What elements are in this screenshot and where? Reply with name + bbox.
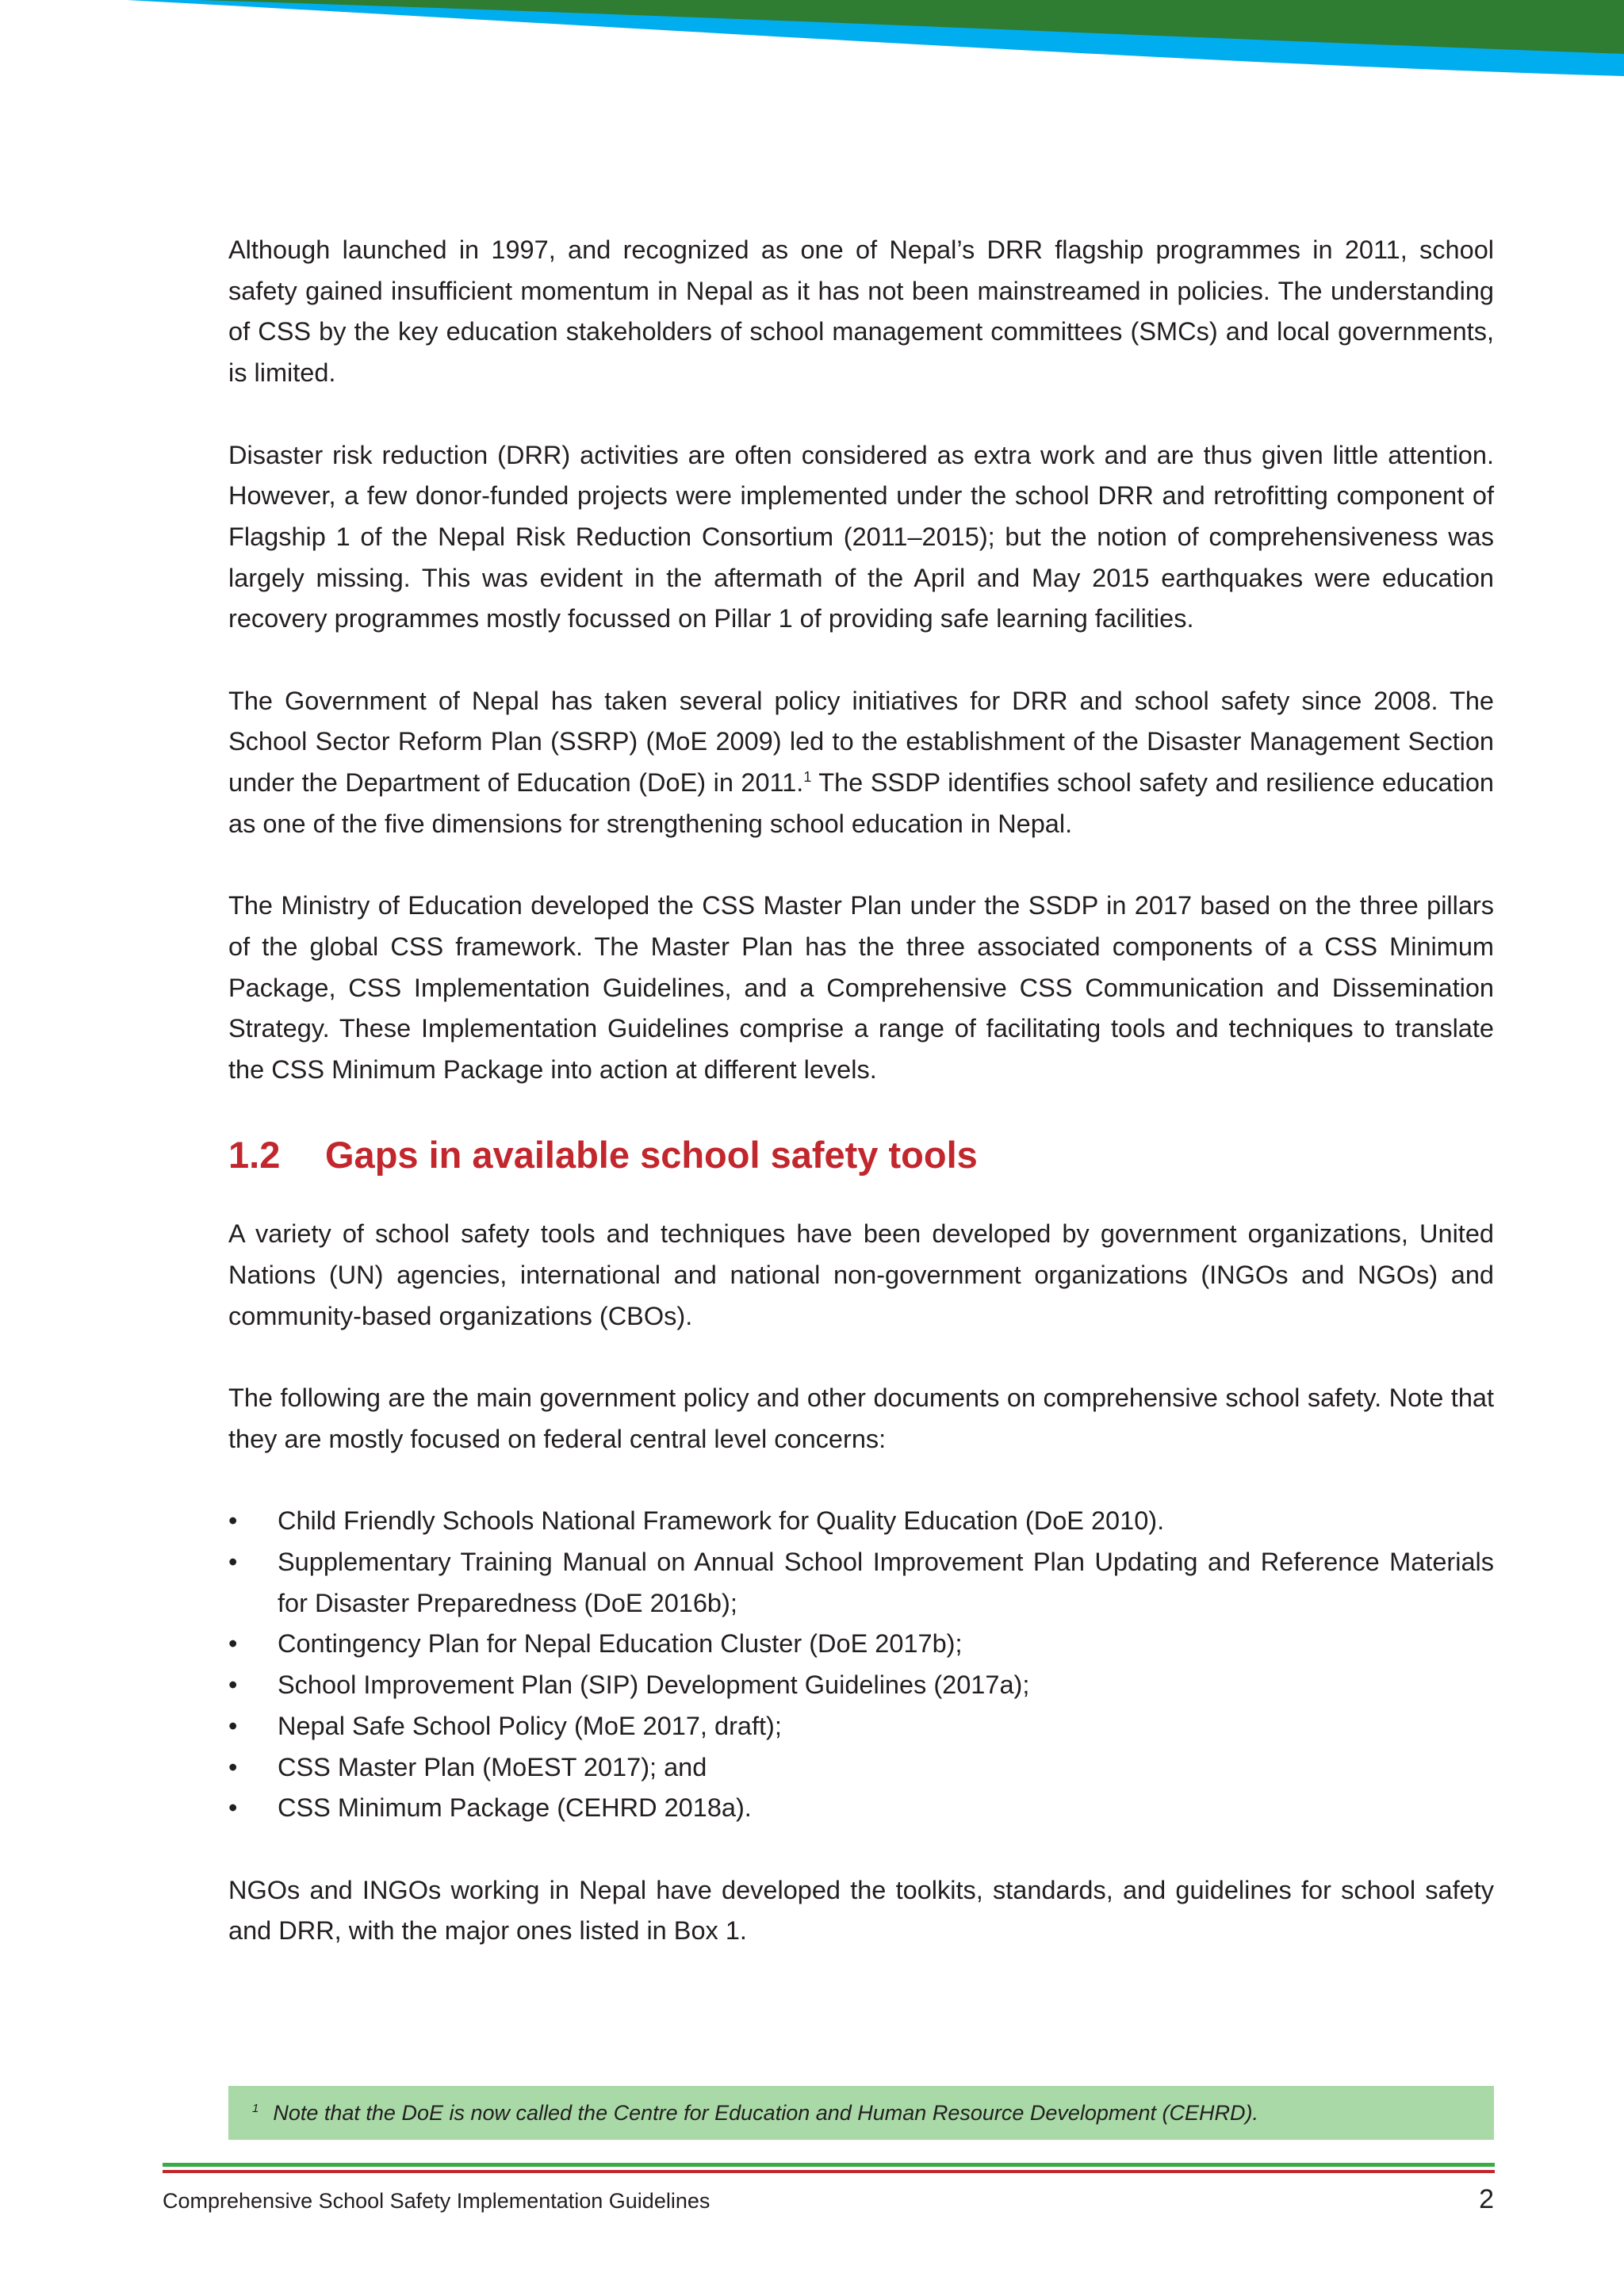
paragraph-1: Although launched in 1997, and recognized as one of Nepal’s DRR flagship programmes in 2011, school safety gained insufficient momentum in Nepal as it has not been mainstreamed in policies. The understanding of CSS by the key education stakeholders of school management committees (SMCs) and local governments, is limited. <box>228 235 1494 388</box>
government-documents-list <box>228 1501 1494 1829</box>
paragraph-3-text-a: The Government of Nepal has taken several policy initiatives for DRR and school safety since 2008. The School Sector Reform Plan (SSRP) (MoE 2009) led to the establishment of the Disaster Management Section under the Department of Education (DoE) in 2011. <box>228 686 1494 798</box>
list-item-text: CSS Master Plan (MoEST 2017); and <box>278 1752 707 1781</box>
paragraph-6: The following are the main government policy and other documents on comprehensive school safety. Note that they are mostly focused on federal central level concerns: <box>228 1383 1494 1453</box>
bullet-icon: • <box>228 1506 238 1536</box>
bullet-icon: • <box>228 1670 238 1700</box>
list-item-text: Supplementary Training Manual on Annual School Improvement Plan Updating and Reference Materials for Disaster Preparedness (DoE 2016b); <box>278 1548 1494 1617</box>
paragraph-3-text-b: The SSDP identifies school safety and resilience education as one of the five dimensions for strengthening school education in Nepal. <box>228 768 1495 838</box>
footnote-reference[interactable]: 1 <box>803 769 812 786</box>
paragraph-4: The Ministry of Education developed the CSS Master Plan under the SSDP in 2017 based on the three pillars of the global CSS framework. The Master Plan has the three associated components of a CSS Minimum Package, CSS Implementation Guidelines, and a Comprehensive CSS Communication and Dissemination Strategy. These Implementation Guidelines comprise a range of facilitating tools and techniques to translate the CSS Minimum Package into action at different levels. <box>228 891 1494 1085</box>
page-number: 2 <box>1479 2184 1494 2214</box>
footnote-box <box>228 2086 1494 2140</box>
main-content <box>228 230 1494 1993</box>
footnote-text: Note that the DoE is now called the Centre for Education and Human Resource Development (CEHRD). <box>273 2101 1258 2125</box>
bullet-icon: • <box>228 1711 238 1740</box>
list-item <box>228 1665 1494 1706</box>
list-item <box>228 1706 1494 1747</box>
list-item <box>228 1542 1494 1624</box>
list-item <box>228 1747 1494 1789</box>
footer-document-title: Comprehensive School Safety Implementation Guidelines <box>163 2189 710 2213</box>
list-item <box>228 1788 1494 1829</box>
list-item <box>228 1624 1494 1665</box>
bullet-icon: • <box>228 1752 238 1781</box>
footer-rule-green <box>163 2163 1495 2167</box>
list-item-text: School Improvement Plan (SIP) Development Guidelines (2017a); <box>278 1670 1030 1700</box>
paragraph-5: A variety of school safety tools and techniques have been developed by government organizations, United Nations (UN) agencies, international and national non-government organizations (INGOs and NGOs) and community-based organizations (CBOs). <box>228 1219 1494 1330</box>
list-item-text: Child Friendly Schools National Framework for Quality Education (DoE 2010). <box>278 1506 1165 1536</box>
bullet-icon: • <box>228 1793 238 1823</box>
paragraph-3 <box>228 681 1494 845</box>
section-number: 1.2 <box>228 1134 281 1177</box>
list-item <box>228 1501 1494 1542</box>
footnote-marker: 1 <box>252 2102 259 2115</box>
bullet-icon: • <box>228 1629 238 1659</box>
list-item-text: CSS Minimum Package (CEHRD 2018a). <box>278 1793 752 1823</box>
list-item-text: Nepal Safe School Policy (MoE 2017, draft); <box>278 1711 782 1740</box>
section-title: Gaps in available school safety tools <box>325 1134 978 1177</box>
list-item-text: Contingency Plan for Nepal Education Cluster (DoE 2017b); <box>278 1629 963 1659</box>
section-heading <box>228 1131 1494 1179</box>
bullet-icon: • <box>228 1548 238 1576</box>
header-wave-decoration <box>0 0 1624 127</box>
paragraph-7: NGOs and INGOs working in Nepal have developed the toolkits, standards, and guidelines for school safety and DRR, with the major ones listed in Box 1. <box>228 1875 1494 1946</box>
paragraph-2: Disaster risk reduction (DRR) activities are often considered as extra work and are thus given little attention. However, a few donor-funded projects were implemented under the school DRR and retrofitting component of Flagship 1 of the Nepal Risk Reduction Consortium (2011–2015); but the notion of comprehensiveness was largely missing. This was evident in the aftermath of the April and May 2015 earthquakes were education recovery programmes mostly focussed on Pillar 1 of providing safe learning facilities. <box>228 440 1494 633</box>
footer-rule-red <box>163 2170 1495 2173</box>
